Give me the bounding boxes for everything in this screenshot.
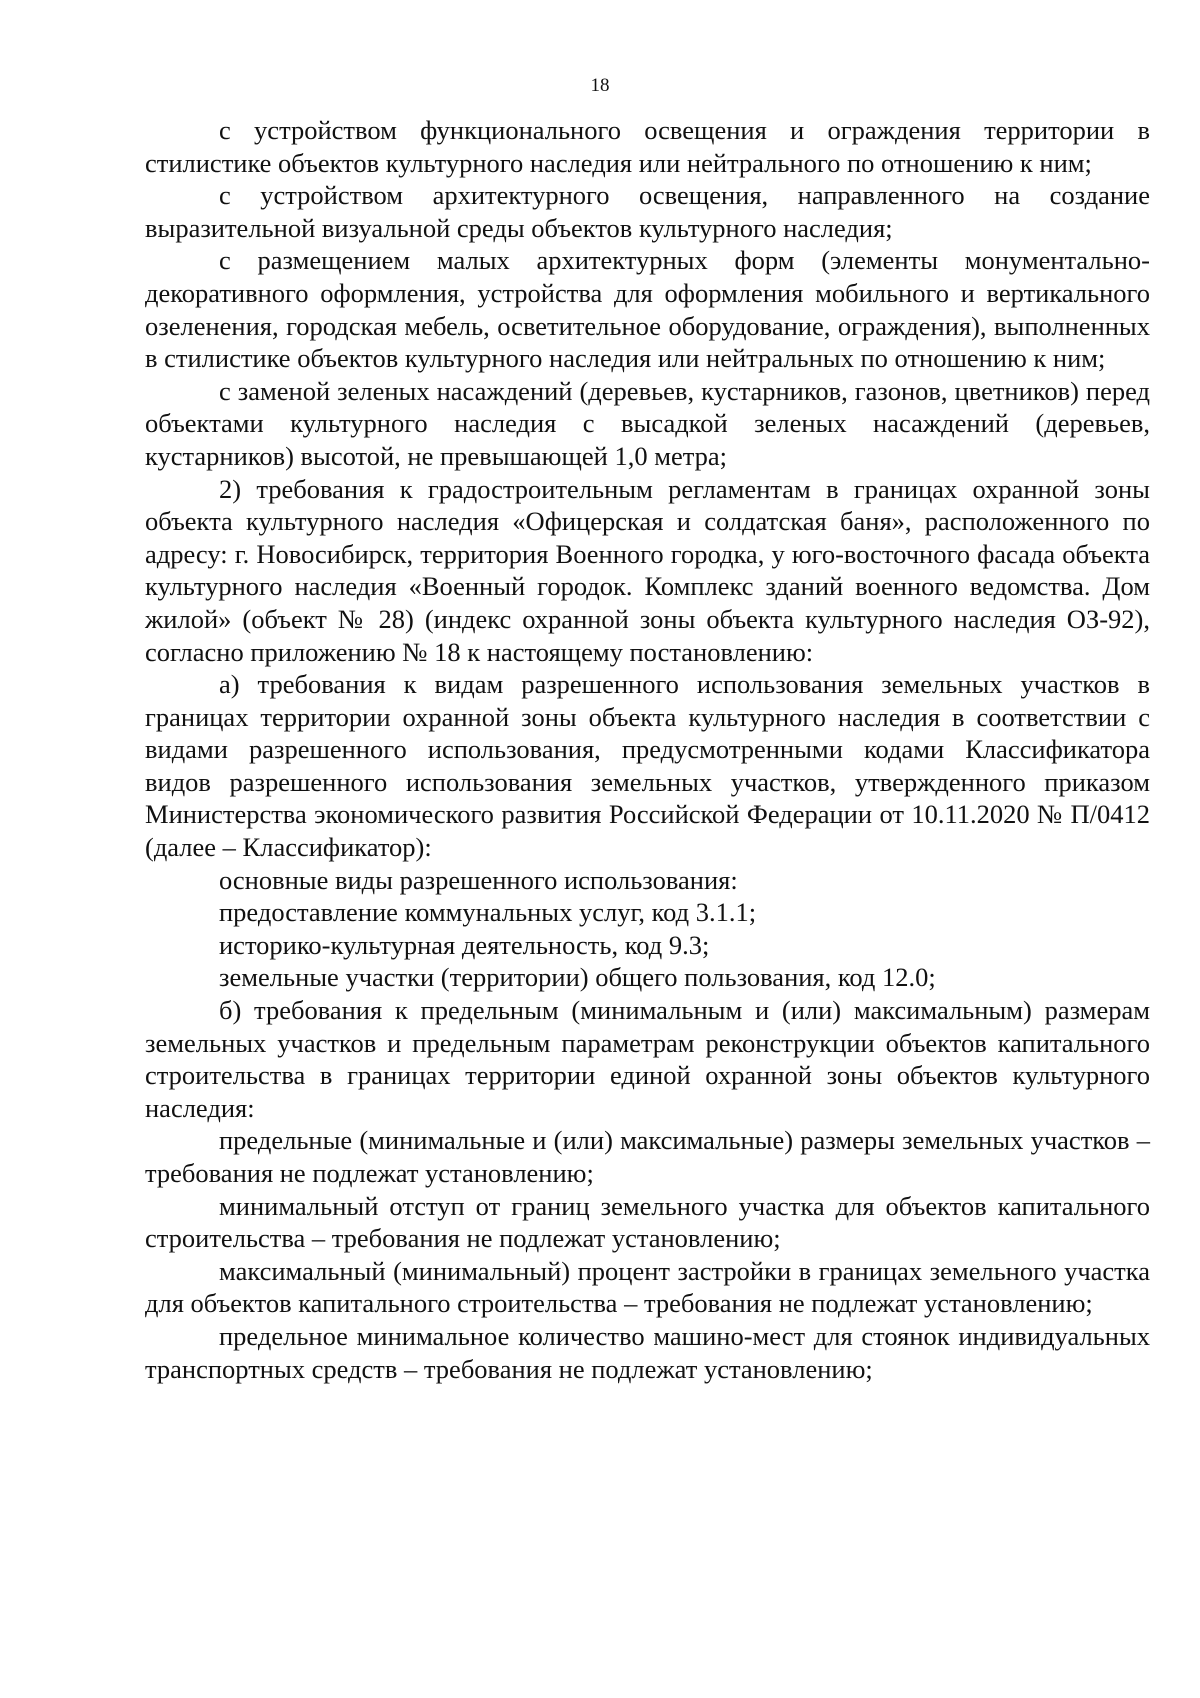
page-number: 18 <box>590 75 610 96</box>
document-body <box>145 114 1150 1385</box>
paragraph-item-a-land-use: а) требования к видам разрешенного использования земельных участков в границах территории охранной зоны объекта культурного наследия в соответствии с видами разрешенного использования, предусмотренными кодами Классификатора видов разрешенного использования земельных участков, утвержденного приказом Министерства экономического развития Российской Федерации от 10.11.2020 № П/0412 (далее – Классификатор): <box>145 669 1150 863</box>
paragraph-parking-spaces: предельное минимальное количество машино-мест для стоянок индивидуальных транспортных средств – требования не подлежат установлению; <box>145 1320 1150 1384</box>
paragraph-main-uses-heading: основные виды разрешенного использования: <box>219 864 738 895</box>
paragraph-use-public-land: земельные участки (территории) общего пользования, код 12.0; <box>219 962 936 993</box>
paragraph-architectural-lighting: с устройством архитектурного освещения, направленного на создание выразительной визуальной среды объектов культурного наследия; <box>145 180 1150 243</box>
paragraph-item-2-requirements: 2) требования к градостроительным регламентам в границах охранной зоны объекта культурного наследия «Офицерская и солдатская баня», расположенного по адресу: г. Новосибирск, территория Военного городка, у юго-восточного фасада объекта культурного наследия «Военный городок. Комплекс зданий военного ведомства. Дом жилой» (объект № 28) (индекс охранной зоны объекта культурного наследия ОЗ-92), согласно приложению № 18 к настоящему постановлению: <box>145 473 1150 667</box>
paragraph-lighting-fencing: с устройством функционального освещения и ограждения территории в стилистике объектов культурного наследия или нейтрального по отношению к ним; <box>145 115 1150 178</box>
paragraph-use-historical-cultural: историко-культурная деятельность, код 9.3; <box>219 929 710 960</box>
paragraph-item-b-limits: б) требования к предельным (минимальным и (или) максимальным) размерам земельных участков и предельным параметрам реконструкции объектов капитального строительства в границах территории единой охранной зоны объектов культурного наследия: <box>145 995 1150 1123</box>
paragraph-building-percentage: максимальный (минимальный) процент застройки в границах земельного участка для объектов капитального строительства – требования не подлежат установлению; <box>145 1255 1150 1319</box>
paragraph-use-utilities: предоставление коммунальных услуг, код 3.1.1; <box>219 897 757 928</box>
paragraph-land-plot-sizes: предельные (минимальные и (или) максимальные) размеры земельных участков – требования не подлежат установлению; <box>145 1125 1150 1188</box>
paragraph-small-architectural-forms: с размещением малых архитектурных форм (элементы монументально-декоративного оформления, устройства для оформления мобильного и вертикального озеленения, городская мебель, осветительное оборудование, ограждения), выполненных в стилистике объектов культурного наследия или нейтральных по отношению к ним; <box>145 245 1150 374</box>
paragraph-minimum-setback: минимальный отступ от границ земельного участка для объектов капитального строительства – требования не подлежат установлению; <box>145 1190 1150 1254</box>
paragraph-green-planting: с заменой зеленых насаждений (деревьев, кустарников, газонов, цветников) перед объектами культурного наследия с высадкой зеленых насаждений (деревьев, кустарников) высотой, не превышающей 1,0 метра; <box>145 375 1150 471</box>
